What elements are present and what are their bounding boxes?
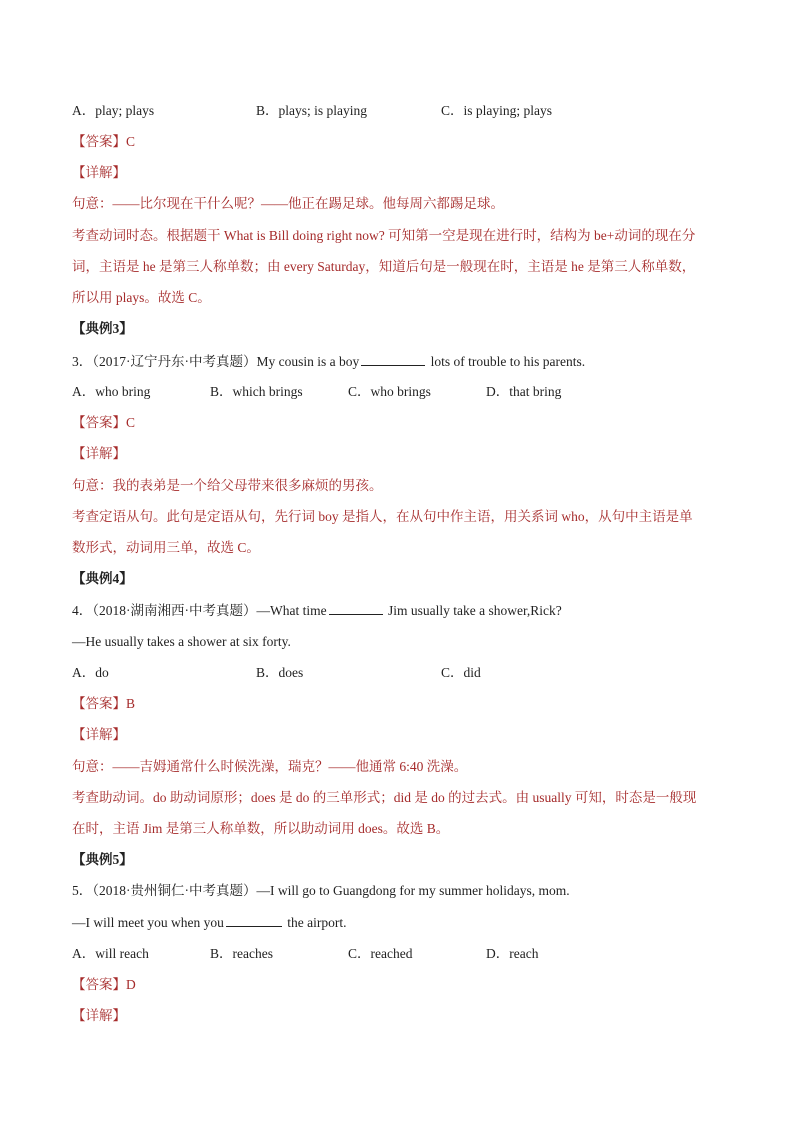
q3-heading: 【典例3】 (72, 321, 133, 336)
q2-answer (72, 132, 734, 152)
q2-detail-label: 【详解】 (72, 165, 126, 180)
q2-analysis-3: 所以用 plays。故选 C。 (72, 290, 211, 305)
q5-stem-end: the airport. (283, 915, 347, 930)
q4-meaning: 句意：——吉姆通常什么时候洗澡，瑞克？——他通常 6:40 洗澡。 (72, 759, 468, 774)
q5-answer (72, 975, 734, 995)
answer-value: D (126, 977, 136, 992)
q4-stem-end: Jim usually take a shower,Rick? (384, 603, 562, 618)
q5-option-d: D．reach (486, 946, 539, 961)
q3-analysis-1: 考查定语从句。此句是定语从句，先行词 boy 是指人，在从句中作主语，用关系词 who，从句中主语是单 (72, 509, 693, 524)
q3-option-b: B．which brings (210, 384, 303, 399)
q2-option-a: A．play; plays (72, 103, 155, 118)
q5-stem-line-1: 5．（2018·贵州铜仁·中考真题）—I will go to Guangdong for my summer holidays, mom. (72, 883, 570, 898)
answer-label: 【答案】 (72, 134, 126, 149)
q4-stem-line-2: —He usually takes a shower at six forty. (72, 634, 291, 649)
q3-analysis-2: 数形式，动词用三单，故选 C。 (72, 540, 260, 555)
q2-analysis-2: 词，主语是 he 是第三人称单数；由 every Saturday，知道后句是一般现在时，主语是 he 是第三人称单数， (72, 259, 696, 274)
q5-heading: 【典例5】 (72, 852, 133, 867)
q4-analysis-2: 在时，主语 Jim 是第三人称单数，所以助动词用 does。故选 B。 (72, 821, 450, 836)
q2-option-c: C．is playing; plays (441, 103, 552, 118)
q3-detail-label: 【详解】 (72, 446, 126, 461)
q4-option-b: B．does (256, 665, 304, 680)
q4-analysis-1: 考查助动词。do 助动词原形；does 是 do 的三单形式；did 是 do 的过去式。由 usually 可知，时态是一般现 (72, 790, 697, 805)
answer-value: C (126, 134, 136, 149)
answer-blank (361, 351, 425, 366)
q4-option-c: C．did (441, 665, 481, 680)
q5-detail-label: 【详解】 (72, 1008, 126, 1023)
answer-label: 【答案】 (72, 415, 126, 430)
q3-stem (72, 351, 734, 372)
q3-stem-end: lots of trouble to his parents. (427, 354, 586, 369)
q5-stem-line-2 (72, 912, 734, 933)
q3-meaning: 句意：我的表弟是一个给父母带来很多麻烦的男孩。 (72, 478, 383, 493)
q2-option-b: B．plays; is playing (256, 103, 367, 118)
q3-stem-start: 3．（2017·辽宁丹东·中考真题）My cousin is a boy (72, 354, 360, 369)
q4-detail-label: 【详解】 (72, 727, 126, 742)
q2-analysis-1: 考查动词时态。根据题干 What is Bill doing right now? 可知第一空是现在进行时，结构为 be+动词的现在分 (72, 228, 696, 243)
q3-option-a: A．who bring (72, 384, 151, 399)
q4-answer (72, 694, 734, 714)
answer-label: 【答案】 (72, 696, 126, 711)
q5-stem-start: —I will meet you when you (72, 915, 224, 930)
q4-option-a: A．do (72, 665, 109, 680)
q3-answer (72, 413, 734, 433)
q4-heading: 【典例4】 (72, 571, 133, 586)
answer-value: C (126, 415, 136, 430)
q4-stem (72, 600, 734, 621)
answer-label: 【答案】 (72, 977, 126, 992)
q3-option-d: D．that bring (486, 384, 562, 399)
q5-option-b: B．reaches (210, 946, 273, 961)
answer-value: B (126, 696, 136, 711)
q2-meaning: 句意：——比尔现在干什么呢？——他正在踢足球。他每周六都踢足球。 (72, 196, 504, 211)
q5-option-a: A．will reach (72, 946, 149, 961)
q5-option-c: C．reached (348, 946, 413, 961)
q4-stem-start: 4．（2018·湖南湘西·中考真题）—What time (72, 603, 327, 618)
answer-blank (329, 600, 383, 615)
q3-option-c: C．who brings (348, 384, 431, 399)
answer-blank (226, 912, 282, 927)
